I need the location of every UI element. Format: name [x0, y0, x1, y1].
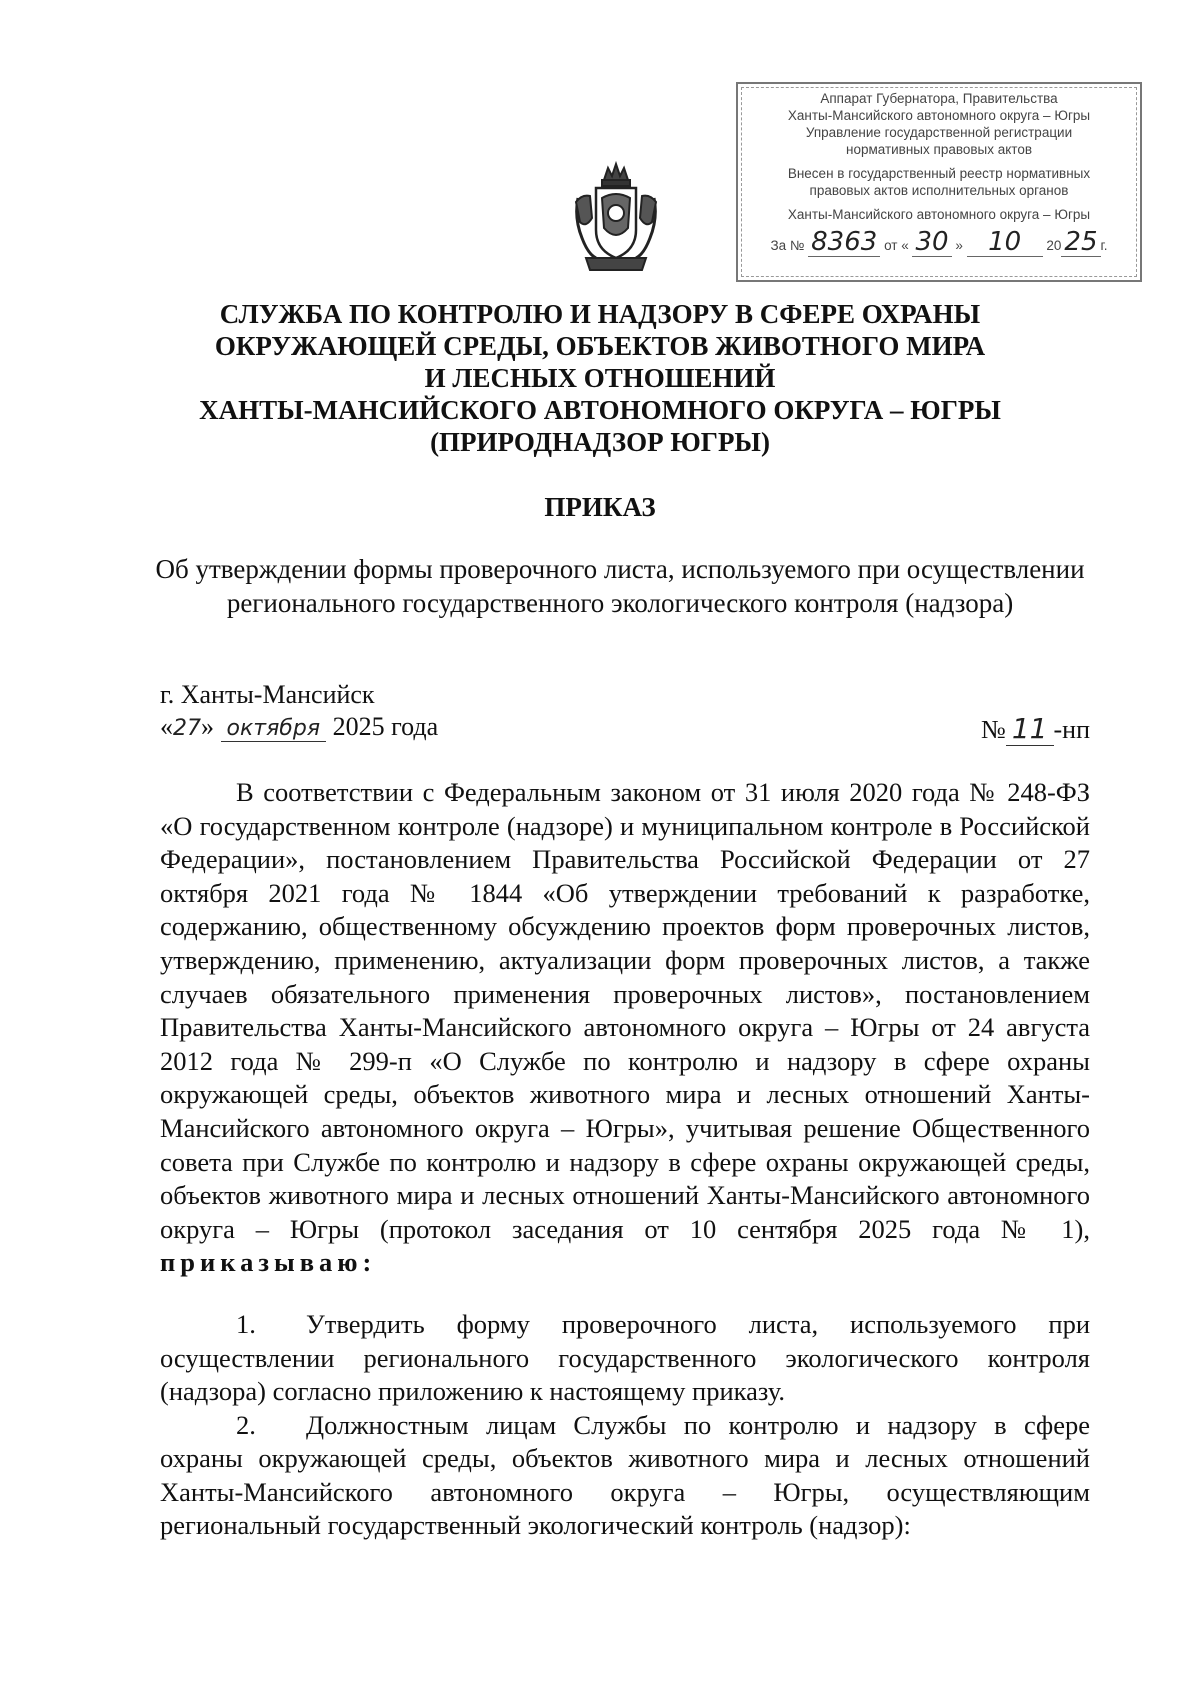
place-of-issue: г. Ханты-Мансийск — [160, 680, 375, 709]
order-item — [160, 1308, 1090, 1409]
stamp-reg-year: 25 — [1061, 228, 1100, 257]
stamp-line: Управление государственной регистрации — [805, 125, 1073, 140]
stamp-registration-line — [738, 228, 1140, 257]
stamp-reg-day: 30 — [912, 228, 951, 257]
order-item-number: 2. — [236, 1409, 256, 1440]
stamp-reg-year-prefix: 20 — [1046, 238, 1062, 253]
coat-of-arms-icon — [566, 158, 666, 278]
stamp-reg-prefix: За № — [770, 238, 805, 253]
authority-line: И ЛЕСНЫХ ОТНОШЕНИЙ — [424, 363, 776, 393]
order-item-text: Должностным лицам Службы по контролю и надзору в сфере охраны окружающей среды, объектов животного мира и лесных отношений Ханты-Мансийского автономного округа – Югры, осуществляющим региональный государственный экологический контроль (надзор): — [160, 1409, 1090, 1541]
order-item-number: 1. — [236, 1308, 256, 1339]
order-word: приказываю: — [160, 1247, 377, 1278]
date-month: октября — [221, 716, 327, 742]
stamp-reg-from: от « — [884, 238, 909, 253]
stamp-reg-year-suffix: г. — [1100, 238, 1108, 253]
preamble-paragraph — [160, 776, 1090, 1280]
document-body — [160, 776, 1090, 1543]
stamp-line: правовых актов исполнительных органов — [809, 183, 1069, 198]
stamp-reg-day-close: » — [955, 238, 963, 253]
document-type: ПРИКАЗ — [544, 492, 656, 522]
document-date — [160, 712, 438, 745]
date-close-quote: » — [201, 712, 214, 741]
authority-line: СЛУЖБА ПО КОНТРОЛЮ И НАДЗОРУ В СФЕРЕ ОХРАНЫ — [219, 299, 981, 329]
date-day: 27 — [173, 716, 201, 741]
authority-line: ХАНТЫ-МАНСИЙСКОГО АВТОНОМНОГО ОКРУГА – ЮГРЫ — [199, 395, 1001, 425]
authority-line: ОКРУЖАЮЩЕЙ СРЕДЫ, ОБЪЕКТОВ ЖИВОТНОГО МИРА — [214, 331, 986, 361]
stamp-line: Внесен в государственный реестр нормативных — [787, 166, 1091, 181]
authority-line: (ПРИРОДНАДЗОР ЮГРЫ) — [430, 427, 770, 457]
registration-stamp — [736, 82, 1142, 282]
date-open-quote: « — [160, 712, 173, 741]
document-number — [981, 712, 1090, 745]
date-number-line — [160, 712, 1090, 745]
order-item-text: Утвердить форму проверочного листа, используемого при осуществлении регионального государственного экологического контроля (надзора) согласно приложению к настоящему приказу. — [160, 1308, 1090, 1407]
stamp-reg-month: 10 — [967, 228, 1043, 257]
preamble-text: В соответствии с Федеральным законом от 31 июля 2020 года № 248-ФЗ «О государственном контроле (надзоре) и муниципальном контроле в Российской Федерации», постановлением Правительства Российской Федерации от 27 октября 2021 года № 1844 «Об утверждении требований к разработке, содержанию, общественному обсуждению проектов форм проверочных листов, утверждению, применению, актуализации форм проверочных листов, а также случаев обязательного применения проверочных листов», постановлением Правительства Ханты-Мансийского автономного округа – Югры от 24 августа 2012 года № 299-п «О Службе по контролю и надзору в сфере охраны окружающей среды, объектов животного мира и лесных отношений Ханты-Мансийского автономного округа – Югры», учитывая решение Общественного совета при Службе по контролю и надзору в сфере охраны окружающей среды, объектов животного мира и лесных отношений Ханты-Мансийского автономного округа – Югры (протокол заседания от 10 сентября 2025 года № 1), — [160, 777, 1090, 1244]
stamp-line: нормативных правовых актов — [845, 142, 1033, 157]
stamp-line: Аппарат Губернатора, Правительства — [820, 91, 1058, 106]
date-year: 2025 года — [332, 712, 439, 741]
order-item — [160, 1409, 1090, 1543]
stamp-reg-number: 8363 — [808, 228, 880, 257]
number-suffix: -нп — [1053, 715, 1090, 744]
stamp-line: Ханты-Мансийского автономного округа – Югры — [787, 207, 1091, 222]
number-prefix: № — [981, 715, 1006, 744]
document-subject: Об утверждении формы проверочного листа, используемого при осуществлении регионального государственного экологического контроля (надзора) — [155, 554, 1085, 618]
authority-header — [0, 298, 1200, 458]
stamp-line: Ханты-Мансийского автономного округа – Югры — [787, 108, 1091, 123]
number-value: 11 — [1006, 712, 1054, 746]
